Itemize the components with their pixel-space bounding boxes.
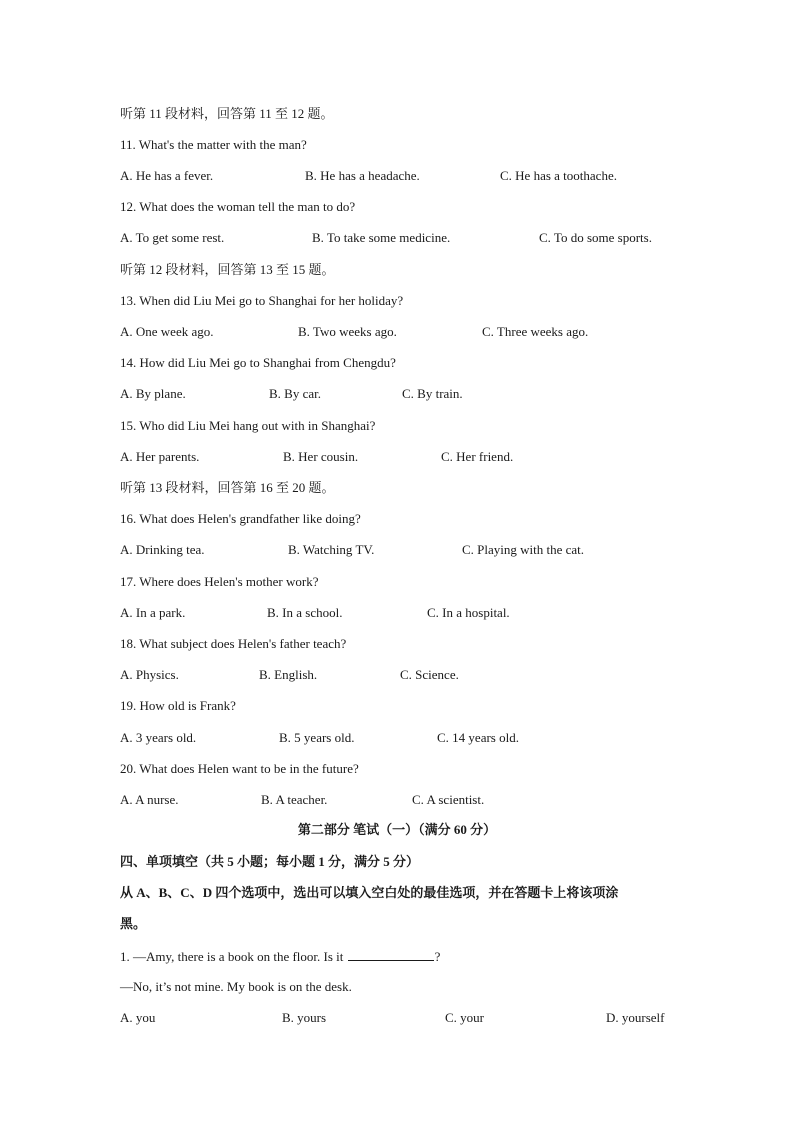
mc1-option-d: D. yourself	[606, 1010, 665, 1025]
question-12: 12. What does the woman tell the man to do?	[120, 199, 356, 214]
option-11-a: A. He has a fever.	[120, 168, 214, 183]
option-19-b: B. 5 years old.	[279, 730, 355, 745]
option-15-c: C. Her friend.	[441, 449, 514, 464]
option-12-b: B. To take some medicine.	[312, 230, 451, 245]
question-18: 18. What subject does Helen's father teach?	[120, 636, 347, 651]
option-15-b: B. Her cousin.	[283, 449, 359, 464]
option-20-c: C. A scientist.	[412, 792, 485, 807]
option-13-b: B. Two weeks ago.	[298, 324, 397, 339]
section-heading-12: 听第 12 段材料，回答第 13 至 15 题。	[120, 262, 335, 277]
question-11: 11. What's the matter with the man?	[120, 137, 307, 152]
option-13-c: C. Three weeks ago.	[482, 324, 589, 339]
option-11-b: B. He has a headache.	[305, 168, 420, 183]
mc-question-1-end: ?	[434, 949, 441, 964]
option-20-b: B. A teacher.	[261, 792, 328, 807]
option-14-c: C. By train.	[402, 386, 463, 401]
option-13-a: A. One week ago.	[120, 324, 214, 339]
answer-blank	[348, 948, 434, 961]
question-14: 14. How did Liu Mei go to Shanghai from Chengdu?	[120, 355, 396, 370]
option-17-a: A. In a park.	[120, 605, 186, 620]
option-15-a: A. Her parents.	[120, 449, 200, 464]
option-14-a: A. By plane.	[120, 386, 186, 401]
option-19-c: C. 14 years old.	[437, 730, 519, 745]
mc-question-1	[120, 948, 440, 965]
question-17: 17. Where does Helen's mother work?	[120, 574, 319, 589]
question-15: 15. Who did Liu Mei hang out with in Shanghai?	[120, 418, 376, 433]
option-20-a: A. A nurse.	[120, 792, 179, 807]
option-16-a: A. Drinking tea.	[120, 542, 205, 557]
option-17-b: B. In a school.	[267, 605, 343, 620]
option-12-a: A. To get some rest.	[120, 230, 225, 245]
option-18-b: B. English.	[259, 667, 318, 682]
option-16-b: B. Watching TV.	[288, 542, 375, 557]
question-13: 13. When did Liu Mei go to Shanghai for her holiday?	[120, 293, 404, 308]
mc1-option-a: A. you	[120, 1010, 156, 1025]
mc1-option-b: B. yours	[282, 1010, 327, 1025]
question-19: 19. How old is Frank?	[120, 698, 236, 713]
option-16-c: C. Playing with the cat.	[462, 542, 585, 557]
mc-question-1-reply: —No, it’s not mine. My book is on the desk.	[120, 979, 352, 994]
section-four-heading: 四、单项填空（共 5 小题；每小题 1 分，满分 5 分）	[120, 854, 420, 869]
instructions-line-1: 从 A、B、C、D 四个选项中，选出可以填入空白处的最佳选项，并在答题卡上将该项涂	[120, 885, 619, 900]
mc-question-1-text: 1. —Amy, there is a book on the floor. Is it	[120, 949, 347, 964]
option-18-a: A. Physics.	[120, 667, 179, 682]
option-19-a: A. 3 years old.	[120, 730, 197, 745]
question-16: 16. What does Helen's grandfather like doing?	[120, 511, 361, 526]
option-14-b: B. By car.	[269, 386, 321, 401]
part-two-title: 第二部分 笔试（一）（满分 60 分）	[297, 822, 497, 837]
option-12-c: C. To do some sports.	[539, 230, 652, 245]
section-heading-11: 听第 11 段材料，回答第 11 至 12 题。	[120, 106, 334, 121]
instructions-line-2: 黑。	[120, 916, 147, 931]
question-20: 20. What does Helen want to be in the future?	[120, 761, 359, 776]
option-18-c: C. Science.	[400, 667, 459, 682]
option-11-c: C. He has a toothache.	[500, 168, 617, 183]
option-17-c: C. In a hospital.	[427, 605, 510, 620]
section-heading-13: 听第 13 段材料，回答第 16 至 20 题。	[120, 480, 335, 495]
mc1-option-c: C. your	[445, 1010, 484, 1025]
